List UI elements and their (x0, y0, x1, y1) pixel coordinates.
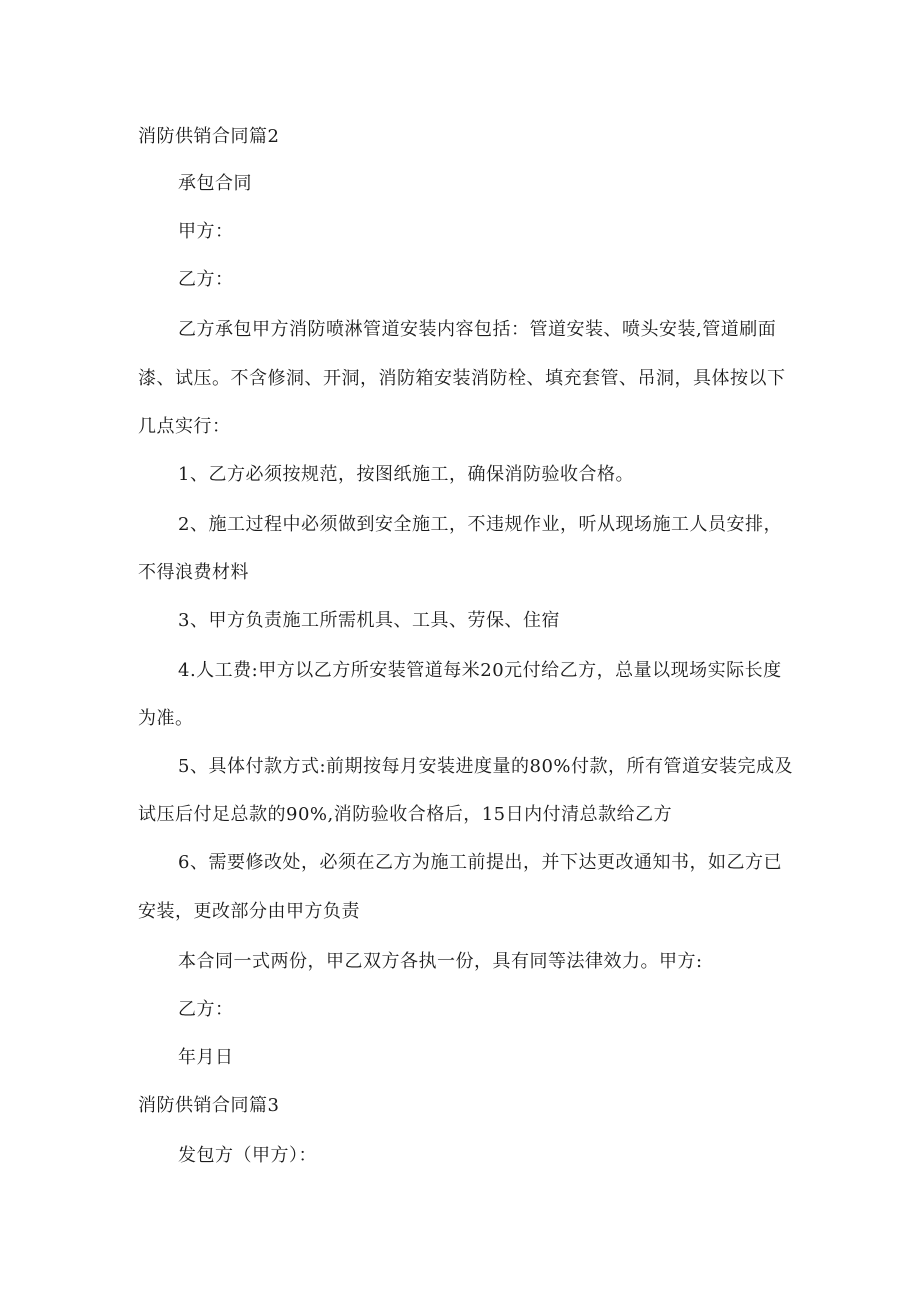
clause-2-line-2: 不得浪费材料 (138, 562, 249, 583)
party-a-label: 甲方： (178, 221, 234, 242)
clause-5-line-2: 试压后付足总款的90%,消防验收合格后，15日内付清总款给乙方 (138, 804, 673, 825)
contract-title: 承包合同 (178, 173, 252, 194)
employer-label: 发包方（甲方）： (178, 1145, 317, 1166)
section-3-title: 消防供销合同篇3 (138, 1095, 280, 1116)
clause-3: 3、甲方负责施工所需机具、工具、劳保、住宿 (178, 610, 560, 631)
signature-party-b: 乙方： (178, 999, 234, 1020)
clause-4-line-2: 为准。 (138, 708, 194, 729)
scope-line-2: 漆、试压。不含修洞、开洞，消防箱安装消防栓、填充套管、吊洞，具体按以下 (138, 368, 786, 389)
clause-5-line-1: 5、具体付款方式:前期按每月安装进度量的80%付款，所有管道安装完成及 (178, 756, 794, 777)
section-2-title: 消防供销合同篇2 (138, 126, 280, 147)
closing-statement: 本合同一式两份，甲乙双方各执一份，具有同等法律效力。甲方: (178, 951, 703, 972)
clause-1: 1、乙方必须按规范，按图纸施工，确保消防验收合格。 (178, 464, 634, 485)
clause-6-line-2: 安装，更改部分由甲方负责 (138, 901, 360, 922)
party-b-label: 乙方： (178, 269, 234, 290)
clause-2-line-1: 2、施工过程中必须做到安全施工，不违规作业，听从现场施工人员安排， (178, 514, 782, 535)
clause-4-line-1: 4.人工费:甲方以乙方所安装管道每米20元付给乙方，总量以现场实际长度 (178, 660, 782, 681)
scope-line-1: 乙方承包甲方消防喷淋管道安装内容包括：管道安装、喷头安装,管道刷面 (178, 319, 777, 340)
scope-line-3: 几点实行： (138, 416, 231, 437)
date-line: 年月日 (178, 1047, 234, 1068)
clause-6-line-1: 6、需要修改处，必须在乙方为施工前提出，并下达更改通知书，如乙方已 (178, 852, 782, 873)
